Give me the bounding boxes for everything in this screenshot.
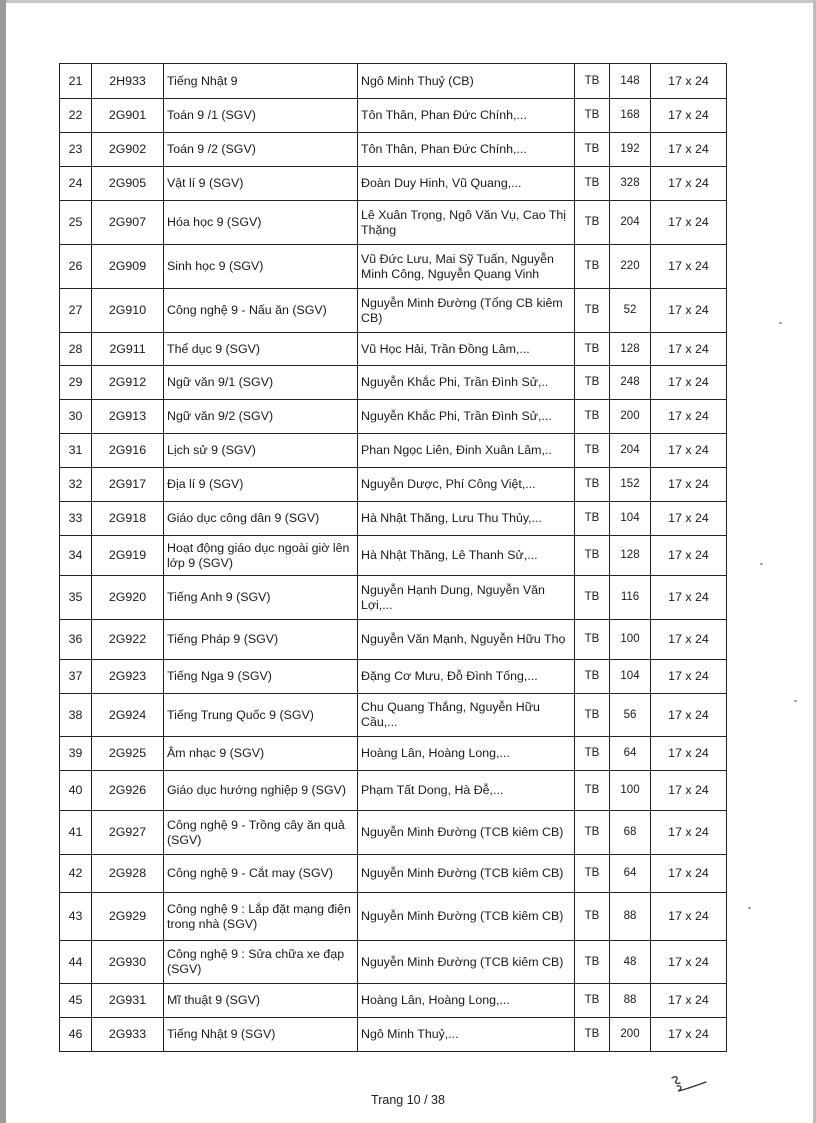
- book-code: 2G911: [92, 333, 164, 366]
- scan-speck: [748, 907, 751, 909]
- page-count: 200: [610, 1018, 651, 1052]
- book-code: 2G922: [92, 620, 164, 660]
- row-number: 40: [60, 771, 92, 811]
- table-row: [60, 366, 727, 400]
- table-row: [60, 167, 727, 201]
- book-title: Mĩ thuật 9 (SGV): [164, 984, 358, 1018]
- book-code: 2G919: [92, 536, 164, 576]
- book-type: TB: [575, 694, 610, 737]
- book-size: 17 x 24: [651, 502, 727, 536]
- book-title: Ngữ văn 9/1 (SGV): [164, 366, 358, 400]
- row-number: 33: [60, 502, 92, 536]
- row-number: 46: [60, 1018, 92, 1052]
- book-code: 2G927: [92, 811, 164, 855]
- table-row: [60, 289, 727, 333]
- scan-speck: [779, 322, 782, 324]
- table-row: [60, 400, 727, 434]
- book-title: Lịch sử 9 (SGV): [164, 434, 358, 468]
- book-title: Tiếng Nhật 9: [164, 64, 358, 99]
- book-title: Âm nhạc 9 (SGV): [164, 737, 358, 771]
- book-title: Công nghệ 9 : Lắp đặt mạng điện trong nhà (SGV): [164, 893, 358, 941]
- book-title: Toán 9 /1 (SGV): [164, 99, 358, 133]
- book-type: TB: [575, 1018, 610, 1052]
- book-authors: Nguyễn Minh Đường (TCB kiêm CB): [358, 893, 575, 941]
- book-authors: Phạm Tất Dong, Hà Đễ,...: [358, 771, 575, 811]
- page-count: 168: [610, 99, 651, 133]
- book-type: TB: [575, 502, 610, 536]
- book-authors: Chu Quang Thắng, Nguyễn Hữu Cầu,...: [358, 694, 575, 737]
- book-type: TB: [575, 167, 610, 201]
- book-code: 2H933: [92, 64, 164, 99]
- book-authors: Đoàn Duy Hinh, Vũ Quang,...: [358, 167, 575, 201]
- book-type: TB: [575, 289, 610, 333]
- book-authors: Hà Nhật Thăng, Lưu Thu Thủy,...: [358, 502, 575, 536]
- book-size: 17 x 24: [651, 576, 727, 620]
- book-authors: Nguyễn Hạnh Dung, Nguyễn Văn Lợi,...: [358, 576, 575, 620]
- page-count: 116: [610, 576, 651, 620]
- table-row: [60, 201, 727, 245]
- row-number: 31: [60, 434, 92, 468]
- table-row: [60, 536, 727, 576]
- book-code: 2G925: [92, 737, 164, 771]
- book-code: 2G909: [92, 245, 164, 289]
- book-type: TB: [575, 133, 610, 167]
- book-title: Sinh học 9 (SGV): [164, 245, 358, 289]
- page-count: 88: [610, 984, 651, 1018]
- table-row: [60, 660, 727, 694]
- book-authors: Lê Xuân Trọng, Ngô Văn Vụ, Cao Thị Thặng: [358, 201, 575, 245]
- book-type: TB: [575, 400, 610, 434]
- book-size: 17 x 24: [651, 536, 727, 576]
- table-row: [60, 737, 727, 771]
- book-title: Giáo dục hướng nghiệp 9 (SGV): [164, 771, 358, 811]
- row-number: 25: [60, 201, 92, 245]
- page-count: 64: [610, 737, 651, 771]
- row-number: 41: [60, 811, 92, 855]
- scan-top-edge: [0, 0, 816, 3]
- book-code: 2G929: [92, 893, 164, 941]
- book-size: 17 x 24: [651, 468, 727, 502]
- book-size: 17 x 24: [651, 245, 727, 289]
- table-row: [60, 694, 727, 737]
- book-code: 2G928: [92, 855, 164, 893]
- table-row: [60, 1018, 727, 1052]
- book-authors: Vũ Đức Lưu, Mai Sỹ Tuấn, Nguyễn Minh Công, Nguyễn Quang Vinh: [358, 245, 575, 289]
- page-count: 152: [610, 468, 651, 502]
- book-size: 17 x 24: [651, 400, 727, 434]
- book-size: 17 x 24: [651, 64, 727, 99]
- page-count: 204: [610, 201, 651, 245]
- book-size: 17 x 24: [651, 133, 727, 167]
- book-authors: Vũ Học Hải, Trần Đồng Lâm,...: [358, 333, 575, 366]
- table-row: [60, 811, 727, 855]
- book-code: 2G918: [92, 502, 164, 536]
- book-size: 17 x 24: [651, 167, 727, 201]
- book-size: 17 x 24: [651, 771, 727, 811]
- table-row: [60, 64, 727, 99]
- table-row: [60, 941, 727, 984]
- book-size: 17 x 24: [651, 620, 727, 660]
- book-code: 2G905: [92, 167, 164, 201]
- book-size: 17 x 24: [651, 811, 727, 855]
- row-number: 36: [60, 620, 92, 660]
- book-code: 2G910: [92, 289, 164, 333]
- book-authors: Ngô Minh Thuỷ,...: [358, 1018, 575, 1052]
- book-code: 2G926: [92, 771, 164, 811]
- book-type: TB: [575, 811, 610, 855]
- page-count: 64: [610, 855, 651, 893]
- page-count: 248: [610, 366, 651, 400]
- book-code: 2G930: [92, 941, 164, 984]
- book-code: 2G931: [92, 984, 164, 1018]
- book-title: Tiếng Trung Quốc 9 (SGV): [164, 694, 358, 737]
- page-count: 56: [610, 694, 651, 737]
- row-number: 43: [60, 893, 92, 941]
- row-number: 39: [60, 737, 92, 771]
- book-title: Thể dục 9 (SGV): [164, 333, 358, 366]
- page-count: 48: [610, 941, 651, 984]
- table-row: [60, 468, 727, 502]
- book-type: TB: [575, 468, 610, 502]
- page-count: 200: [610, 400, 651, 434]
- book-title: Công nghệ 9 : Sửa chữa xe đạp (SGV): [164, 941, 358, 984]
- book-type: TB: [575, 99, 610, 133]
- table-row: [60, 502, 727, 536]
- book-authors: Nguyễn Dược, Phí Công Việt,...: [358, 468, 575, 502]
- book-type: TB: [575, 941, 610, 984]
- book-code: 2G924: [92, 694, 164, 737]
- table-row: [60, 333, 727, 366]
- book-title: Công nghệ 9 - Nấu ăn (SGV): [164, 289, 358, 333]
- book-authors: Hà Nhật Thăng, Lê Thanh Sử,...: [358, 536, 575, 576]
- row-number: 35: [60, 576, 92, 620]
- page-count: 148: [610, 64, 651, 99]
- book-title: Tiếng Pháp 9 (SGV): [164, 620, 358, 660]
- book-size: 17 x 24: [651, 694, 727, 737]
- row-number: 27: [60, 289, 92, 333]
- row-number: 45: [60, 984, 92, 1018]
- book-type: TB: [575, 576, 610, 620]
- table-row: [60, 576, 727, 620]
- book-size: 17 x 24: [651, 893, 727, 941]
- book-code: 2G920: [92, 576, 164, 620]
- book-title: Công nghệ 9 - Cắt may (SGV): [164, 855, 358, 893]
- row-number: 21: [60, 64, 92, 99]
- book-authors: Tôn Thân, Phan Đức Chính,...: [358, 133, 575, 167]
- book-type: TB: [575, 893, 610, 941]
- table-row: [60, 855, 727, 893]
- table-row: [60, 133, 727, 167]
- row-number: 42: [60, 855, 92, 893]
- page-count: 100: [610, 620, 651, 660]
- book-authors: Tôn Thân, Phan Đức Chính,...: [358, 99, 575, 133]
- row-number: 30: [60, 400, 92, 434]
- book-type: TB: [575, 620, 610, 660]
- page-count: 204: [610, 434, 651, 468]
- row-number: 29: [60, 366, 92, 400]
- book-title: Giáo dục công dân 9 (SGV): [164, 502, 358, 536]
- table-row: [60, 434, 727, 468]
- book-type: TB: [575, 660, 610, 694]
- page-count: 100: [610, 771, 651, 811]
- book-type: TB: [575, 737, 610, 771]
- book-size: 17 x 24: [651, 289, 727, 333]
- book-authors: Đặng Cơ Mưu, Đỗ Đình Tống,...: [358, 660, 575, 694]
- book-code: 2G902: [92, 133, 164, 167]
- book-size: 17 x 24: [651, 855, 727, 893]
- book-authors: Nguyễn Minh Đường (TCB kiêm CB): [358, 941, 575, 984]
- book-code: 2G916: [92, 434, 164, 468]
- book-size: 17 x 24: [651, 941, 727, 984]
- scan-speck: [794, 700, 797, 702]
- page-count: 52: [610, 289, 651, 333]
- scan-speck: [760, 563, 763, 565]
- book-type: TB: [575, 64, 610, 99]
- book-code: 2G913: [92, 400, 164, 434]
- book-authors: Nguyễn Khắc Phi, Trần Đình Sử,..: [358, 366, 575, 400]
- book-size: 17 x 24: [651, 1018, 727, 1052]
- book-type: TB: [575, 855, 610, 893]
- row-number: 23: [60, 133, 92, 167]
- book-size: 17 x 24: [651, 99, 727, 133]
- page-count: 192: [610, 133, 651, 167]
- page-count: 104: [610, 660, 651, 694]
- book-authors: Hoàng Lân, Hoàng Long,...: [358, 984, 575, 1018]
- book-size: 17 x 24: [651, 201, 727, 245]
- book-code: 2G901: [92, 99, 164, 133]
- row-number: 22: [60, 99, 92, 133]
- table-row: [60, 99, 727, 133]
- scan-left-edge: [0, 0, 6, 1123]
- book-type: TB: [575, 366, 610, 400]
- book-size: 17 x 24: [651, 333, 727, 366]
- book-title: Địa lí 9 (SGV): [164, 468, 358, 502]
- row-number: 38: [60, 694, 92, 737]
- page-number: Trang 10 / 38: [371, 1093, 445, 1107]
- book-list-table: [59, 63, 727, 1052]
- table-row: [60, 245, 727, 289]
- table-row: [60, 620, 727, 660]
- page-count: 220: [610, 245, 651, 289]
- book-size: 17 x 24: [651, 737, 727, 771]
- page-count: 128: [610, 536, 651, 576]
- book-type: TB: [575, 771, 610, 811]
- book-size: 17 x 24: [651, 434, 727, 468]
- book-type: TB: [575, 245, 610, 289]
- book-title: Hóa học 9 (SGV): [164, 201, 358, 245]
- row-number: 34: [60, 536, 92, 576]
- page-count: 104: [610, 502, 651, 536]
- table-row: [60, 893, 727, 941]
- book-authors: Nguyễn Minh Đường (TCB kiêm CB): [358, 855, 575, 893]
- book-title: Hoạt động giáo dục ngoài giờ lên lớp 9 (SGV): [164, 536, 358, 576]
- book-authors: Hoàng Lân, Hoàng Long,...: [358, 737, 575, 771]
- book-size: 17 x 24: [651, 366, 727, 400]
- row-number: 26: [60, 245, 92, 289]
- page-count: 128: [610, 333, 651, 366]
- book-title: Công nghệ 9 - Trồng cây ăn quả (SGV): [164, 811, 358, 855]
- book-authors: Ngô Minh Thuỷ (CB): [358, 64, 575, 99]
- book-size: 17 x 24: [651, 660, 727, 694]
- book-code: 2G923: [92, 660, 164, 694]
- book-authors: Nguyễn Minh Đường (TCB kiêm CB): [358, 811, 575, 855]
- book-code: 2G907: [92, 201, 164, 245]
- row-number: 24: [60, 167, 92, 201]
- book-code: 2G917: [92, 468, 164, 502]
- book-authors: Nguyễn Khắc Phi, Trần Đình Sử,...: [358, 400, 575, 434]
- book-type: TB: [575, 333, 610, 366]
- book-code: 2G912: [92, 366, 164, 400]
- table-row: [60, 984, 727, 1018]
- book-type: TB: [575, 434, 610, 468]
- book-size: 17 x 24: [651, 984, 727, 1018]
- book-title: Vật lí 9 (SGV): [164, 167, 358, 201]
- row-number: 32: [60, 468, 92, 502]
- page-count: 328: [610, 167, 651, 201]
- book-code: 2G933: [92, 1018, 164, 1052]
- book-title: Ngữ văn 9/2 (SGV): [164, 400, 358, 434]
- book-type: TB: [575, 536, 610, 576]
- page-count: 88: [610, 893, 651, 941]
- book-title: Toán 9 /2 (SGV): [164, 133, 358, 167]
- row-number: 28: [60, 333, 92, 366]
- book-title: Tiếng Nga 9 (SGV): [164, 660, 358, 694]
- book-authors: Nguyễn Minh Đường (Tổng CB kiêm CB): [358, 289, 575, 333]
- row-number: 44: [60, 941, 92, 984]
- book-authors: Phan Ngọc Liên, Đinh Xuân Lâm,..: [358, 434, 575, 468]
- book-title: Tiếng Anh 9 (SGV): [164, 576, 358, 620]
- page-count: 68: [610, 811, 651, 855]
- book-authors: Nguyễn Văn Mạnh, Nguyễn Hữu Thọ: [358, 620, 575, 660]
- book-type: TB: [575, 984, 610, 1018]
- book-list-body: [60, 64, 727, 1052]
- book-title: Tiếng Nhật 9 (SGV): [164, 1018, 358, 1052]
- row-number: 37: [60, 660, 92, 694]
- table-row: [60, 771, 727, 811]
- book-type: TB: [575, 201, 610, 245]
